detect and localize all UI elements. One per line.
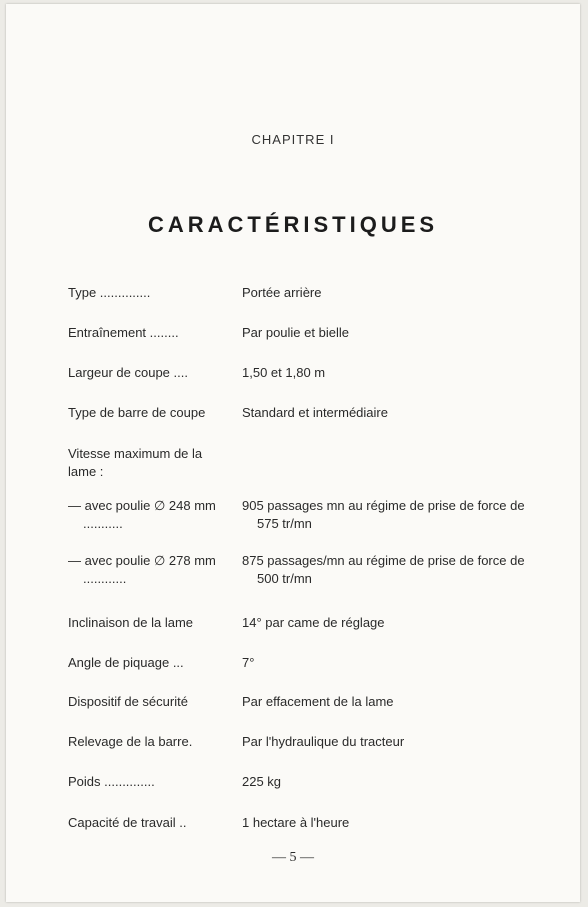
chapter-heading: CHAPITRE I [251, 132, 335, 147]
spec-label: Largeur de coupe .... [68, 365, 188, 380]
page-number: — 5 — [272, 850, 314, 865]
spec-label: Type de barre de coupe [68, 405, 206, 420]
spec-value: 1,50 et 1,80 m [242, 365, 326, 380]
page-title: CARACTÉRISTIQUES [147, 212, 439, 237]
spec-label: Capacité de travail .. [68, 815, 187, 830]
spec-label: Type .............. [68, 285, 151, 300]
spec-value: Par l'hydraulique du tracteur [242, 734, 405, 749]
spec-label: — avec poulie ∅ 278 mm ............ [68, 553, 216, 586]
spec-value: Portée arrière [242, 285, 322, 300]
document-page [6, 4, 580, 902]
spec-label: Dispositif de sécurité [68, 694, 188, 709]
spec-value: Par poulie et bielle [242, 325, 349, 340]
spec-value: 7° [242, 655, 255, 670]
spec-value: 14° par came de réglage [242, 615, 385, 630]
spec-value: 1 hectare à l'heure [242, 815, 350, 830]
spec-label: Vitesse maximum de la lame : [68, 446, 203, 479]
spec-label: Poids .............. [68, 774, 155, 789]
spec-value: 225 kg [242, 774, 282, 789]
spec-value: 875 passages/mn au régime de prise de force de 500 tr/mn [242, 553, 525, 586]
spec-label: Inclinaison de la lame [68, 615, 194, 630]
spec-label: Relevage de la barre. [68, 734, 193, 749]
spec-value: Par effacement de la lame [242, 694, 394, 709]
spec-value: 905 passages mn au régime de prise de force de 575 tr/mn [242, 498, 525, 531]
spec-value: Standard et intermédiaire [242, 405, 388, 420]
spec-label: Angle de piquage ... [68, 655, 184, 670]
spec-label: — avec poulie ∅ 248 mm ........... [68, 498, 216, 531]
spec-label: Entraînement ........ [68, 325, 179, 340]
